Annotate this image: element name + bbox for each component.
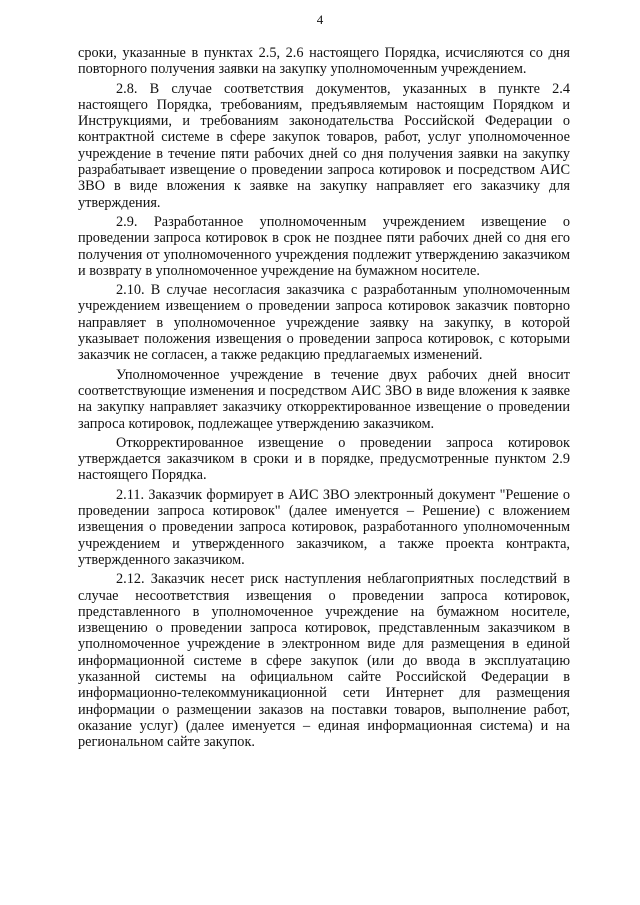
paragraph-2-10: 2.10. В случае несогласия заказчика с разработанным уполномоченным учреждением извещением о проведении запроса котировок заказчик повторно направляет в уполномоченное учреждение заявку на закупку, в которой указывает положения извещения о проведении запроса котировок, с которыми заказчик не согласен, а также редакцию предлагаемых изменений. xyxy=(78,282,570,364)
paragraph-2-8: 2.8. В случае соответствия документов, указанных в пункте 2.4 настоящего Порядка, требованиям, предъявляемым настоящим Порядком и Инструкциями, и требованиям законодательства Российской Федерации о контрактной системе в сфере закупок товаров, работ, услуг уполномоченное учреждение в течение пяти рабочих дней со дня получения заявки на закупку разрабатывает извещение о проведении запроса котировок и посредством АИС ЗВО в виде вложения к заявке на закупку направляет его заказчику для утверждения. xyxy=(78,80,570,211)
paragraph-2-11: 2.11. Заказчик формирует в АИС ЗВО электронный документ "Решение о проведении запроса котировок" (далее именуется – Решение) с вложением извещения о проведении запроса котировок, разработанного уполномоченным учреждением и утвержденного заказчиком, а также проекта контракта, утвержденного заказчиком. xyxy=(78,486,570,568)
paragraph-2-9: 2.9. Разработанное уполномоченным учреждением извещение о проведении запроса котировок в срок не позднее пяти рабочих дней со дня его получения от уполномоченного учреждения подлежит утверждению заказчиком и возврату в уполномоченное учреждение на бумажном носителе. xyxy=(78,213,570,279)
paragraph-2-12: 2.12. Заказчик несет риск наступления неблагоприятных последствий в случае несоответствия извещения о проведении запроса котировок, представленного в уполномоченное учреждение на бумажном носителе, извещению о проведении запроса котировок, представленным заказчиком в уполномоченное учреждение в электронном виде для размещения в единой информационной системе в сфере закупок (или до ввода в эксплуатацию указанной системы на официальном сайте Российской Федерации в информационно-телекоммуникационной сети Интернет для размещения информации о размещении заказов на поставки товаров, выполнение работ, оказание услуг) (далее именуется – единая информационная система) и на региональном сайте закупок. xyxy=(78,571,570,751)
page-number: 4 xyxy=(316,12,324,27)
paragraph-2-10-correction: Уполномоченное учреждение в течение двух рабочих дней вносит соответствующие изменения и посредством АИС ЗВО в виде вложения к заявке на закупку направляет заказчику откорректированное извещение о проведении запроса котировок, подлежащее утверждению заказчиком. xyxy=(78,366,570,432)
paragraph-2-10-approval: Откорректированное извещение о проведении запроса котировок утверждается заказчиком в сроки и в порядке, предусмотренные пунктом 2.9 настоящего Порядка. xyxy=(78,434,570,484)
document-body xyxy=(78,45,570,753)
paragraph-continuation: сроки, указанные в пунктах 2.5, 2.6 настоящего Порядка, исчисляются со дня повторного получения заявки на закупку уполномоченным учреждением. xyxy=(78,45,570,78)
